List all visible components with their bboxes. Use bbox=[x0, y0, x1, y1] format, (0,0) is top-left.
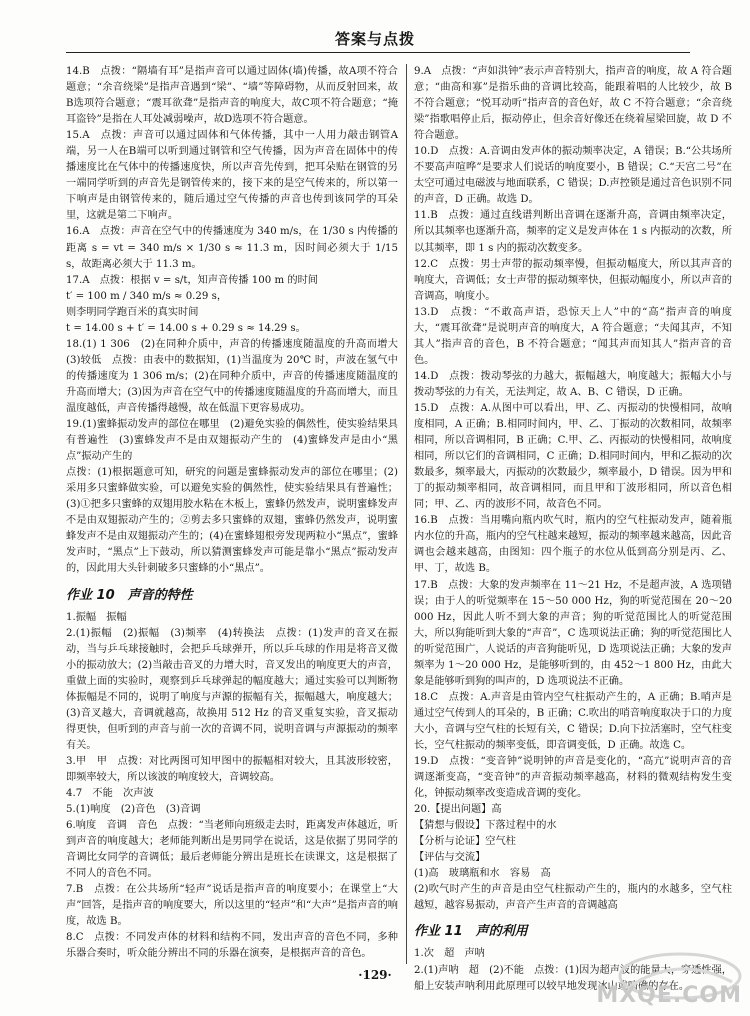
watermark-text: MXQE.COM bbox=[596, 983, 742, 1008]
hw10-answer-11: 11.B 点拨：通过直线谱判断出音调在逐渐升高，音调由频率决定，所以其频率也逐渐升高，频率的定义是发声体在 1 s 内振动的次数，所以其频率，即 1 s 内的振动次数变多。 bbox=[414, 210, 732, 254]
answer-17-formula-2: t = 14.00 s + t′ = 14.00 s + 0.29 s ≈ 14.29 s。 bbox=[66, 322, 306, 334]
answer-14: 14.B 点拨：“隔墙有耳”是指声音可以通过固体(墙)传播，故A项不符合题意；“余音绕梁”是指声音遇到“梁”、“墙”等障碍物，从而反射回来，故B选项符合题意；“震耳欲聋”是指声音的响度大，故C项不符合题意；“掩耳盗铃”是指在人耳处减弱噪声，故D选项不符合题意。 bbox=[66, 66, 398, 126]
hw10-answer-20-evaluation: 【评估与交流】 bbox=[414, 852, 486, 864]
answer-15: 15.A 点拨：声音可以通过固体和气体传播，其中一人用力敲击钢管A端，另一人在B端可以听到通过钢管和空气传播，因为声音在固体中的传播速度比在气体中的传播速度快，所以声音先传到，把耳朵贴在钢管的另一端同学听到的声音先是钢管传来的，接下来的是空气传来的，所以第一下响声是由钢管传来的，随后通过空气传播的声音也传到该同学的耳朵里，这就是第二下响声。 bbox=[66, 130, 398, 222]
hw10-answer-10: 10.D 点拨：A.音调由发声体的振动频率决定，A 错误；B.“公共场所不要高声喧哗”是要求人们说话的响度要小，B 错误；C.“天宫二号”在太空可通过电磁波与地面联系，C 错误；D.声控锁是通过音色识别不同的声音，D 正确。故选 D。 bbox=[414, 146, 732, 206]
hw10-answer-6: 6.响度 音调 音色 点拨：“当老师向班级走去时，距离发声体越近，听到声音的响度越大；老师能判断出是男同学在说话，这是依据了男同学的音调比女同学的音调低；最后老师能分辨出是班长在读课文，这是根据了不同人的音色不同。 bbox=[66, 820, 398, 880]
section-title-11: 作业 11 声的利用 bbox=[414, 924, 528, 940]
hw11-answer-2: 2.(1)声呐 超 (2)不能 点拨：(1)因为超声波的能量大，穿透性强，船上安装声呐利用此原理可以较早地发现冰山或暗礁的存在。 bbox=[414, 964, 732, 992]
watermark-logo bbox=[596, 946, 750, 1012]
hw10-answer-4: 4.7 不能 次声波 bbox=[66, 788, 154, 800]
answer-17: 17.A 点拨：根据 v = s/t，知声音传播 100 m 的时间 bbox=[66, 274, 318, 286]
page-number: ·129· bbox=[358, 968, 392, 982]
answer-17-formula-1: t′ = 100 m / 340 m/s ≈ 0.29 s， bbox=[66, 290, 228, 302]
hw10-answer-8: 8.C 点拨：不同发声体的材料和结构不同，发出声音的音色不同，多种乐器合奏时，听众能分辨出不同的乐器在演奏，是根据声音的音色。 bbox=[66, 932, 398, 960]
hw10-answer-17: 17.B 点拨：大象的发声频率在 11～21 Hz，不是超声波，A 选项错误；由于人的听觉频率在 15～50 000 Hz，狗的听觉范围在 20～20 000 Hz，因此人听不到大象的声音；狗的听觉范围比人的听觉范围大，所以狗能听到大象的“声音”，C 选项说法正确；狗的听觉范围比人的听觉范围广，人说话的声音狗能听见，D 选项说法正确；大象的发声频率为 1～20 000 Hz，是能够听到的，由 452～1 800 Hz，由此大象是能够听到狗的叫声的，D 选项说法不正确。 bbox=[414, 579, 732, 687]
hw10-answer-5: 5.(1)响度 (2)音色 (3)音调 bbox=[66, 804, 201, 816]
hw10-answer-1: 1.振幅 振幅 bbox=[66, 611, 127, 623]
answer-16: 16.A 点拨：声音在空气中的传播速度为 340 m/s，在 1/30 s 内传播的距离 s = vt = 340 m/s × 1/30 s ≈ 11.3 m，因时间必须大于 1/15 s，故距离必须大于 11.3 m。 bbox=[66, 226, 398, 270]
hw10-answer-20-part-2: (2)吹气时产生的声音是由空气柱振动产生的，瓶内的水越多，空气柱越短，越容易振动，声音产生声音的音调越高 bbox=[414, 884, 732, 912]
hw10-answer-20-part-1: (1)高 玻璃瓶和水 容易 高 bbox=[414, 868, 551, 880]
right-column bbox=[414, 64, 732, 992]
hw10-answer-7: 7.B 点拨：在公共场所“轻声”说话是指声音的响度要小；在课堂上“大声”回答，是指声音的响度要大，所以这里的“轻声”和“大声”是指声音的响度，故选 B。 bbox=[66, 884, 398, 928]
answer-18: 18.(1) 1 306 (2)在同种介质中，声音的传播速度随温度的升高而增大 (3)较低 点拨：由表中的数据知，(1)当温度为 20℃ 时，声波在氢气中的传播速度为 1 306 m/s；(2)在同种介质中，声音的传播速度随温度的升高而增大；(3)因为声音在空气中的传播速度随温度的升高而增大，而且温度越低，声音传播得越慢，故在低温下更容易成功。 bbox=[66, 338, 409, 414]
answer-19-explain: 点拨：(1)根据题意可知，研究的问题是蜜蜂振动发声的部位在哪里；(2)采用多只蜜蜂做实验，可以避免实验的偶然性，使实验结果具有普遍性；(3)①把多只蜜蜂的双翅用胶水粘在木板上，蜜蜂仍然发声，说明蜜蜂发声不是由双翅振动产生的；②剪去多只蜜蜂的双翅，蜜蜂仍然发声，说明蜜蜂发声不是由双翅振动产生的；(4)在蜜蜂翅根旁发现两粒小“黑点”，蜜蜂发声时，“黑点”上下鼓动，所以猜测蜜蜂发声可能是靠小“黑点”振动发声的，因此用大头针刺破多只蜜蜂的小“黑点”。 bbox=[66, 467, 398, 575]
hw10-answer-16: 16.B 点拨：当用嘴向瓶内吹气时，瓶内的空气柱振动发声，随着瓶内水位的升高，瓶内的空气柱越来越短，振动的频率越来越高，因此音调也会越来越高，由图知：四个瓶子的水位从低到高分别是丙、乙、甲、丁，故选 B。 bbox=[414, 515, 732, 575]
left-column bbox=[66, 64, 409, 960]
section-title-10: 作业 10 声音的特性 bbox=[66, 587, 193, 603]
hw10-answer-2: 2.(1)振幅 (2)振幅 (3)频率 (4)转换法 点拨：(1)发声的音叉在振动，当与乒乓球接触时，会把乒乓球弹开，所以乒乓球的作用是将音叉微小的振动放大；(2)当敲击音叉的力增大时，音叉发出的响度更大的声音，重做上面的实验时，观察到乒乓球弹起的幅度越大；通过实验可以判断物体振幅是不同的，说明了响度与声源的振幅有关，振幅越大，响度越大；(3)音叉越大，音调就越高，故换用 512 Hz 的音叉重复实验，音叉振动得更快，但听到的声音与前一次的音调不同，说明音调与声源振动的频率有关。 bbox=[66, 627, 398, 751]
hw10-answer-20-hypothesis: 【猜想与假设】下落过程中的水 bbox=[414, 820, 557, 832]
answer-17-text: 则李明同学跑百米的真实时间 bbox=[66, 306, 199, 318]
header-title: 答案与点拨 bbox=[334, 30, 415, 48]
hw10-answer-19: 19.D 点拨：“变音钟”说明钟的声音是变化的，“高亢”说明声音的音调逐渐变高，“变音钟”的声音振动频率越高，材料的微观结构发生变化，钟振动频率改变造成音调的变化。 bbox=[414, 756, 732, 800]
hw10-answer-18: 18.C 点拨：A.声音是由管内空气柱振动产生的，A 正确；B.哨声是通过空气传到人的耳朵的，B 正确；C.吹出的哨音响度取决于口的力度大小，音调与空气柱的长短有关，C 错误；D.向下拉活塞时，空气柱变长，空气柱振动的频率变低，即音调变低，D 正确。故选 C。 bbox=[414, 691, 732, 751]
hw10-answer-14: 14.D 点拨：拨动琴弦的力越大，振幅越大，响度越大；振幅大小与拨动琴弦的力有关，无法判定，故 A、B、C 错误，D 正确。 bbox=[414, 370, 732, 398]
hw10-answer-20-analysis: 【分析与论证】空气柱 bbox=[414, 836, 516, 848]
column-divider bbox=[406, 64, 407, 964]
page-header bbox=[0, 0, 750, 56]
hw10-answer-13: 13.D 点拨：“不敢高声语，恐惊天上人”中的“高”指声音的响度大，“震耳欲聋”是说明声音的响度大，A 符合题意；“夫闻其声，不知其人”指声音的音色，B 不符合题意；“闻其声而知其人”指声音的音色。 bbox=[414, 306, 732, 366]
hw10-answer-9: 9.A 点拨：“声如洪钟”表示声音特别大，指声音的响度，故 A 符合题意；“曲高和寡”是指乐曲的音调比较高，能跟着唱的人比较少，故 B 不符合题意；“悦耳动听”指声音的音色好，故 C 不符合题意；“余音绕梁”指歌唱停止后，振动停止，但余音好像还在绕着屋梁回旋，故 D 不符合题意。 bbox=[414, 66, 732, 142]
hw11-answer-1: 1.次 超 声呐 bbox=[414, 948, 485, 960]
answer-19: 19.(1)蜜蜂振动发声的部位在哪里 (2)避免实验的偶然性，使实验结果具有普遍性 (3)蜜蜂发声不是由双翅振动产生的 (4)蜜蜂发声是由小“黑点”振动产生的 bbox=[66, 419, 398, 463]
hw10-answer-20: 20.【提出问题】高 bbox=[414, 804, 502, 816]
hw10-answer-3: 3.甲 甲 点拨：对比两图可知甲图中的振幅相对较大，且其波形较密，即频率较大，所以该波的响度较大，音调较高。 bbox=[66, 755, 398, 783]
header-rule bbox=[66, 52, 690, 53]
hw10-answer-12: 12.C 点拨：男士声带的振动频率慢，但振动幅度大，所以其声音的响度大，音调低；女士声带的振动频率快，但振动幅度小，所以声音的音调高，响度小。 bbox=[414, 258, 732, 302]
hw10-answer-15: 15.D 点拨：A.从图中可以看出，甲、乙、丙振动的快慢相同，故响度相同，A 正确；B.相同时间内，甲、乙、丁振动的次数相同，故频率相同，所以音调相同，B 正确；C.甲、乙、丙振动的快慢相同，故响度相同，所以它们的音调相同，C 正确；D.相同时间内，甲和乙振动的次数最多，频率最大，丙振动的次数最少，频率最小，D 错误。因为甲和丁的振动频率相同，故音调相同，而且甲和丁波形相同，所以音色相同；甲、乙、丙的波形不同，故音色不同。 bbox=[414, 402, 732, 511]
